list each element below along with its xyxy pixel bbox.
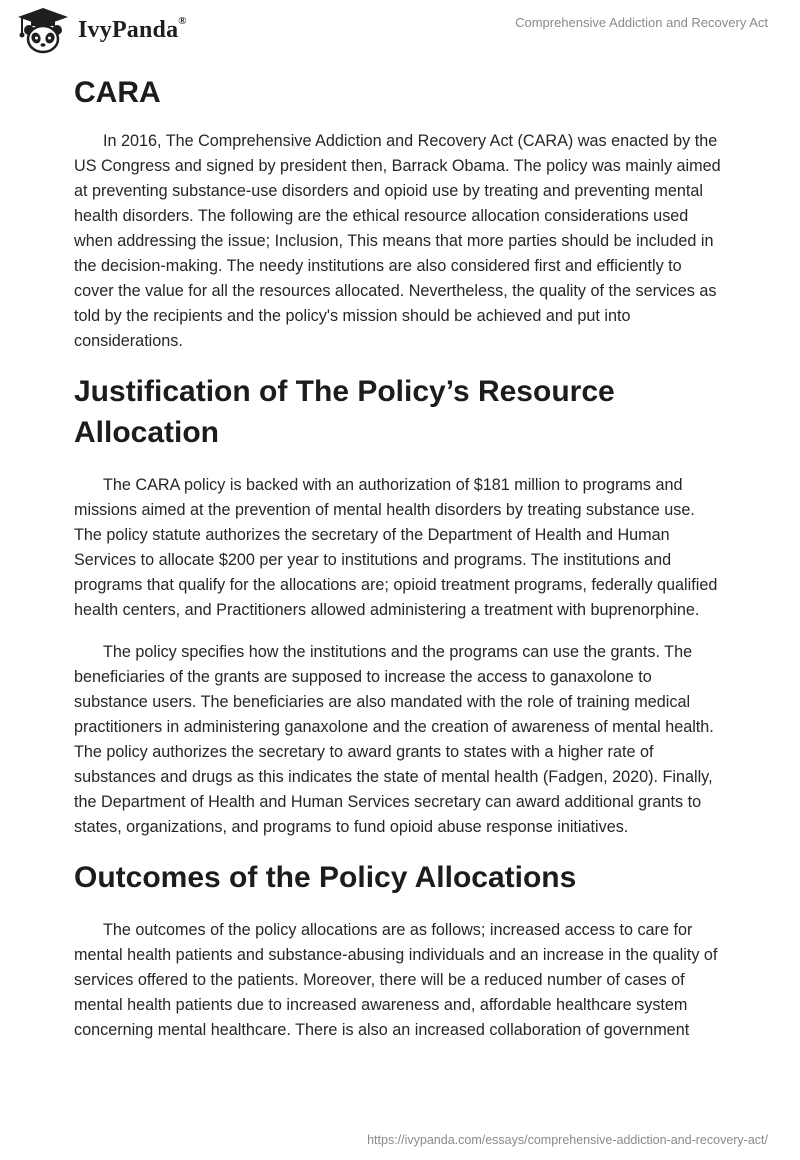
source-url[interactable]: https://ivypanda.com/essays/comprehensive-addiction-and-recovery-act/ [367,1133,768,1147]
paragraph: In 2016, The Comprehensive Addiction and Recovery Act (CARA) was enacted by the US Congress and signed by president then, Barrack Obama. The policy was mainly aimed at preventing substance-use disorders and opioid use by treating and preventing mental health disorders. The following are the ethical resource allocation considerations used when addressing the issue; Inclusion, This means that more parties should be included in the decision-making. The needy institutions are also considered first and efficiently to cover the value for all the resources allocated. Nevertheless, the quality of the services as told by the recipients and the policy's mission should be achieved and put into considerations. [74,132,721,350]
paragraph: The CARA policy is backed with an authorization of $181 million to programs and missions aimed at the prevention of mental health disorders by treating substance use. The policy statute authorizes the secretary of the Department of Health and Human Services to allocate $200 per year to institutions and programs. The institutions and programs that qualify for the allocations are; opioid treatment programs, federally qualified health centers, and Practitioners allowed administering a treatment with buprenorphine. [74,476,718,619]
section-heading-cara: CARA [74,76,161,109]
essay-content [74,72,722,1060]
brand-name: IvyPanda® [78,14,187,43]
ivypanda-logo[interactable] [14,6,187,54]
section-heading-justification: Justification of The Policy’s Resource Allocation [74,375,615,449]
section-heading-outcomes: Outcomes of the Policy Allocations [74,861,577,894]
paragraph: The outcomes of the policy allocations are as follows; increased access to care for mental health patients and substance-abusing individuals and an increase in the quality of services offered to the patients. Moreover, there will be a reduced number of cases of mental health patients due to increased awareness and, affordable healthcare system concerning mental healthcare. There is also an increased collaboration of government [74,921,718,1039]
page-header [0,0,800,64]
document-title: Comprehensive Addiction and Recovery Act [515,15,768,30]
panda-graduate-icon [14,6,72,54]
paragraph: The policy specifies how the institutions and the programs can use the grants. The beneficiaries of the grants are supposed to increase the access to ganaxolone to substance users. The beneficiaries are also mandated with the role of training medical practitioners in administering ganaxolone and the creation of awareness of mental health. The policy authorizes the secretary to award grants to states with a higher rate of substances and drugs as this indicates the state of mental health (Fadgen, 2020). Finally, the Department of Health and Human Services secretary can award additional grants to states, organizations, and programs to fund opioid abuse response initiatives. [74,643,714,836]
